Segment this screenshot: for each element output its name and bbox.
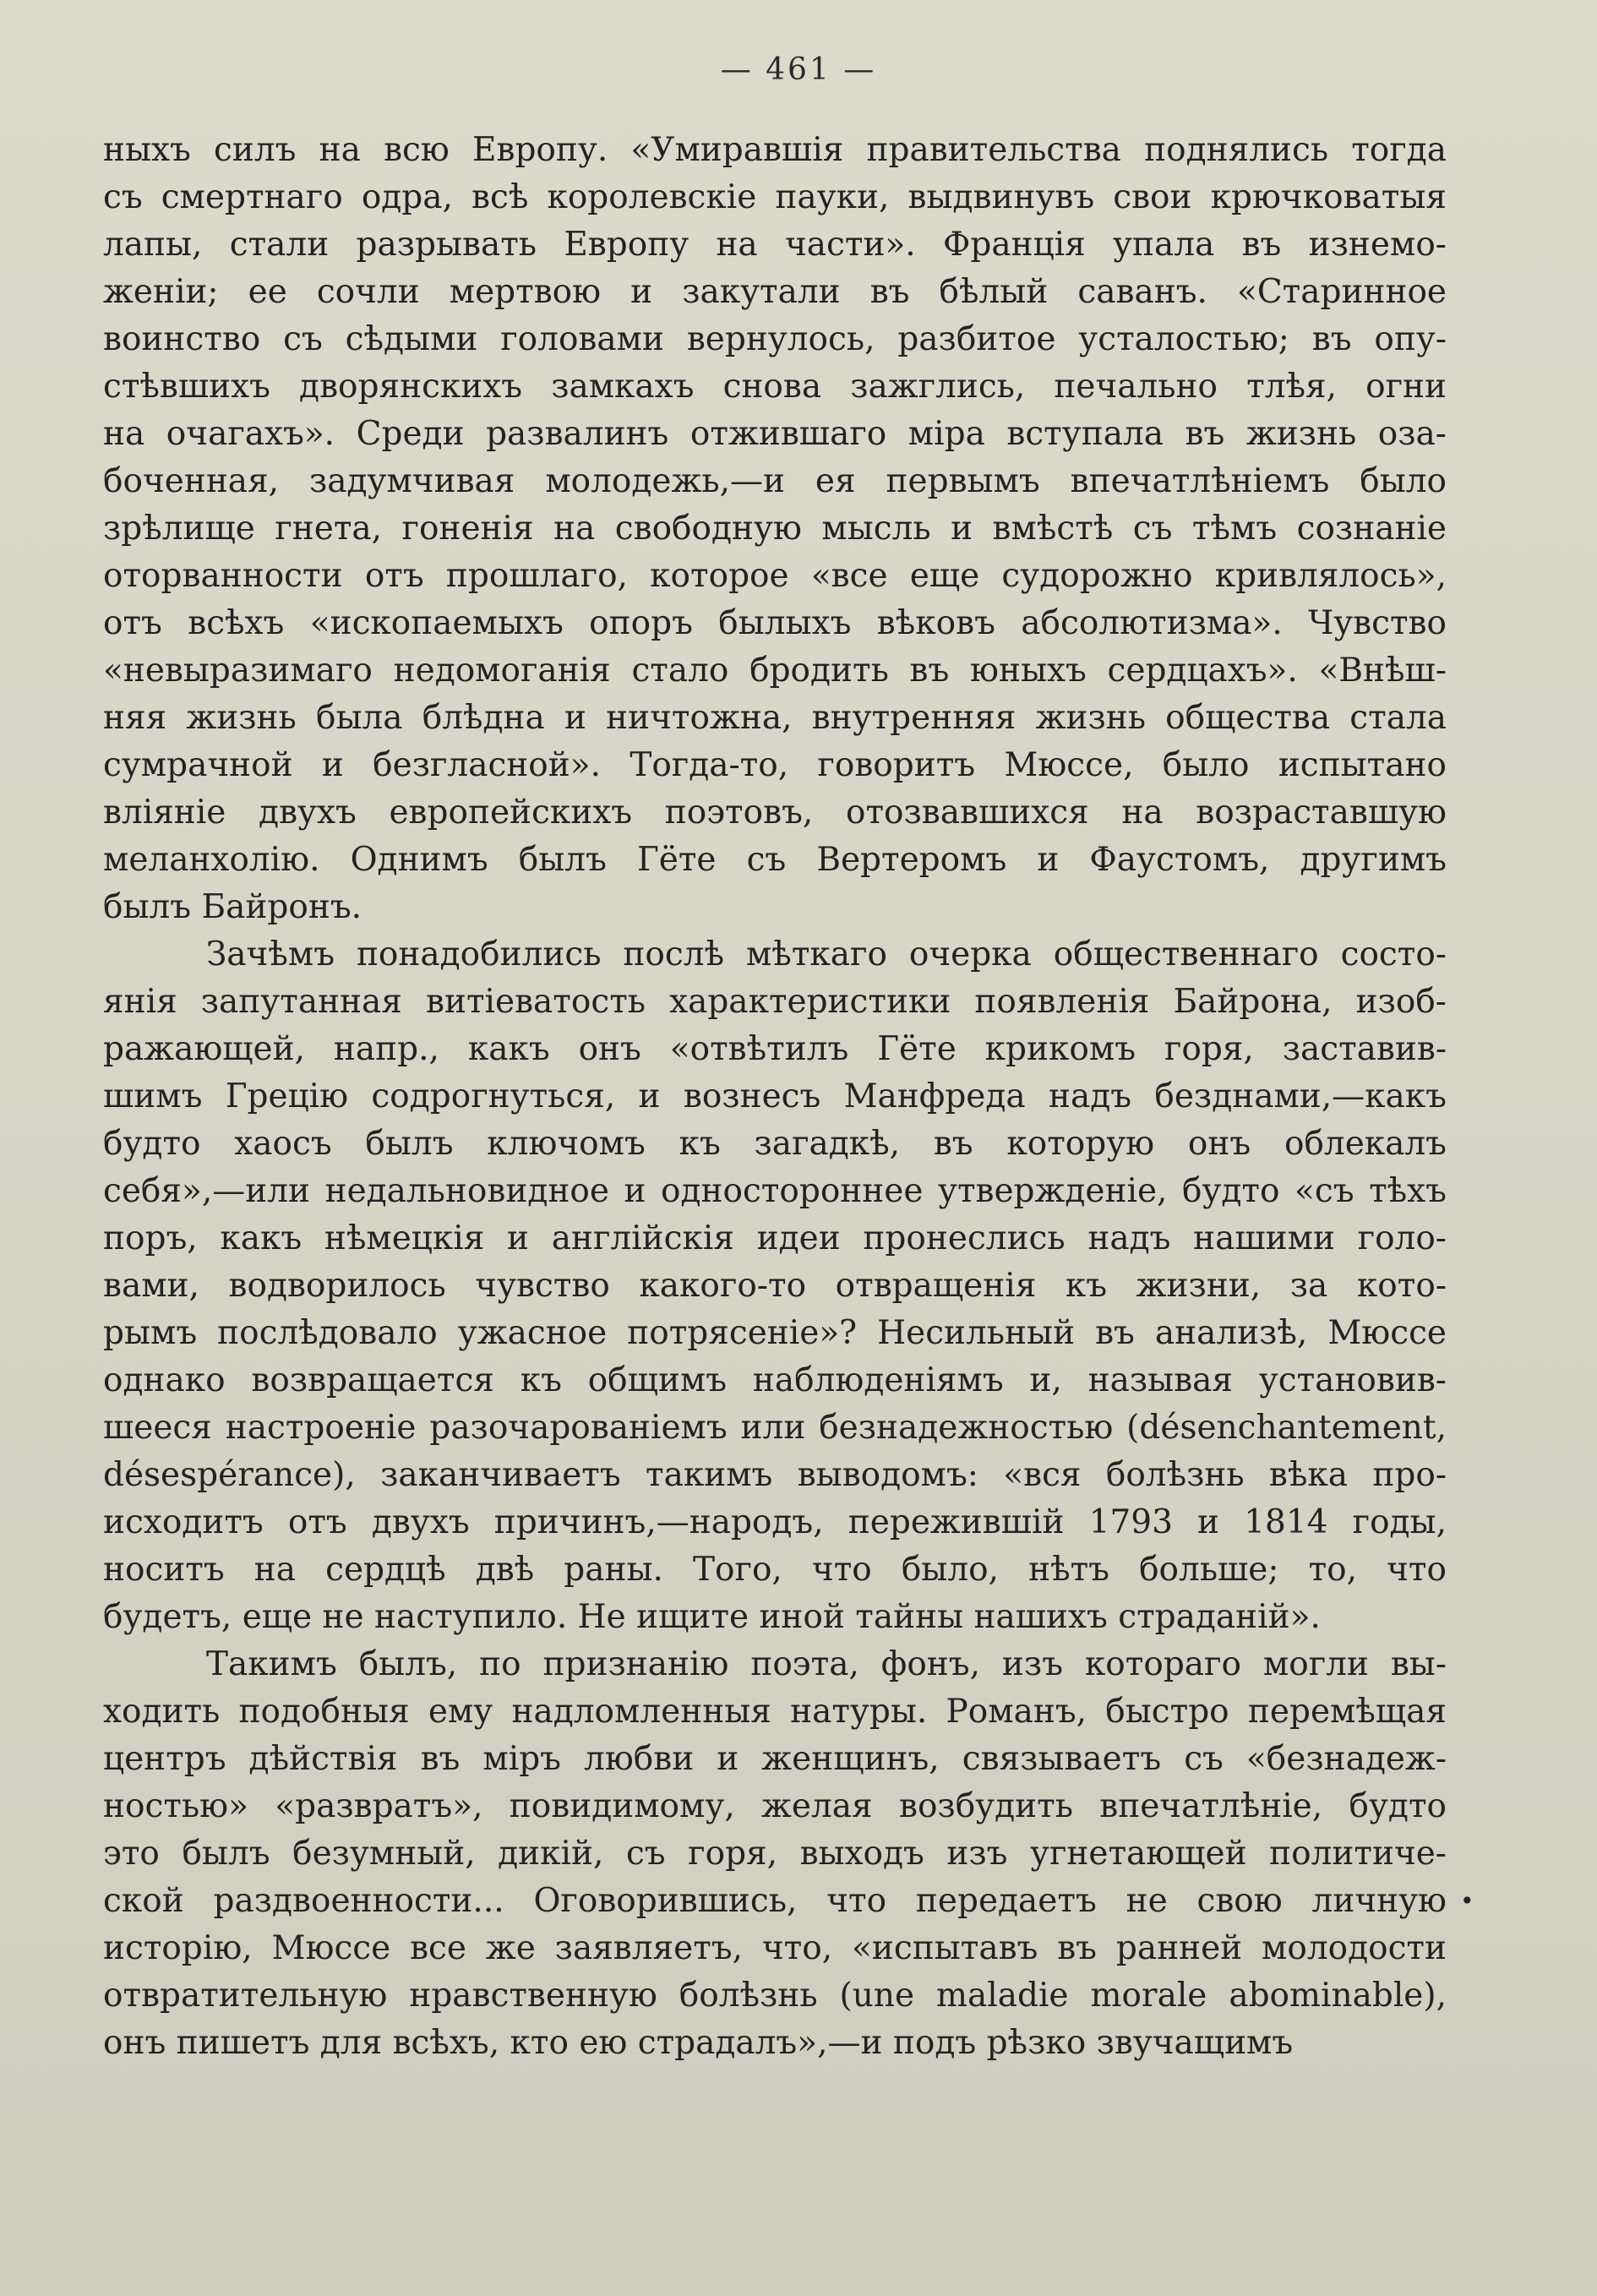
text-line: лапы, стали разрывать Европу на части». Франція упала въ изнемо- (103, 226, 1447, 264)
text-line: ражающей, напр., какъ онъ «отвѣтилъ Гёте крикомъ горя, заставив- (103, 1030, 1447, 1068)
text-line: женіи; ее сочли мертвою и закутали въ бѣлый саванъ. «Старинное (103, 273, 1447, 311)
paragraph (103, 127, 1447, 931)
text-line: однако возвращается къ общимъ наблюденіямъ и, называя установив- (103, 1361, 1447, 1399)
text-line: центръ дѣйствія въ міръ любви и женщинъ, связываетъ съ «безнадеж- (103, 1740, 1447, 1778)
text-line: стѣвшихъ дворянскихъ замкахъ снова зажглись, печально тлѣя, огни (103, 368, 1447, 406)
text-line: шимъ Грецію содрогнуться, и вознесъ Манфреда надъ безднами,—какъ (103, 1077, 1447, 1115)
text-line: вами, водворилось чувство какого-то отвращенія къ жизни, за кото- (103, 1267, 1447, 1305)
text-line: будетъ, еще не наступило. Не ищите иной тайны нашихъ страданій». (103, 1598, 1321, 1636)
text-line: янія запутанная витіеватость характеристики появленія Байрона, изоб- (103, 983, 1447, 1021)
text-line: боченная, задумчивая молодежь,—и ея первымъ впечатлѣніемъ было (103, 462, 1447, 500)
text-line: воинство съ сѣдыми головами вернулось, разбитое усталостью; въ опу- (103, 320, 1447, 358)
text-line: исторію, Мюссе все же заявляетъ, что, «испытавъ въ ранней молодости (103, 1929, 1447, 1967)
text-line: отъ всѣхъ «ископаемыхъ опоръ былыхъ вѣковъ абсолютизма». Чувство (103, 604, 1447, 642)
text-line: шееся настроеніе разочарованіемъ или безнадежностью (désenchantement, (103, 1409, 1447, 1447)
text-line: оторванности отъ прошлаго, которое «все еще судорожно кривлялось», (103, 557, 1447, 595)
margin-dot: • (1460, 1887, 1474, 1915)
text-line: ходить подобныя ему надломленныя натуры. Романъ, быстро перемѣщая (103, 1693, 1447, 1731)
text-line: будто хаосъ былъ ключомъ къ загадкѣ, въ которую онъ облекалъ (103, 1125, 1447, 1163)
body-text (103, 127, 1447, 2067)
text-line: себя»,—или недальновидное и одностороннее утвержденіе, будто «съ тѣхъ (103, 1172, 1447, 1210)
text-line: на очагахъ». Среди развалинъ отжившаго міра вступала въ жизнь оза- (103, 415, 1447, 453)
text-line: ской раздвоенности... Оговорившись, что передаетъ не свою личную (103, 1882, 1447, 1920)
text-line: былъ Байронъ. (103, 888, 362, 926)
text-line: меланхолію. Однимъ былъ Гёте съ Вертеромъ и Фаустомъ, другимъ (103, 841, 1447, 879)
text-line: вліяніе двухъ европейскихъ поэтовъ, отозвавшихся на возраставшую (103, 794, 1447, 832)
text-line: исходитъ отъ двухъ причинъ,—народъ, пережившій 1793 и 1814 годы, (103, 1503, 1447, 1541)
text-line: съ смертнаго одра, всѣ королевскіе пауки, выдвинувъ свои крючковатыя (103, 178, 1447, 216)
text-line: «невыразимаго недомоганія стало бродить въ юныхъ сердцахъ». «Внѣш- (103, 652, 1447, 690)
text-line: Такимъ былъ, по признанію поэта, фонъ, изъ котораго могли вы- (206, 1645, 1447, 1683)
paragraph (103, 1641, 1447, 2067)
text-line: это былъ безумный, дикій, съ горя, выходъ изъ угнетающей политиче- (103, 1835, 1447, 1873)
text-line: рымъ послѣдовало ужасное потрясеніе»? Несильный въ анализѣ, Мюссе (103, 1314, 1447, 1352)
text-line: поръ, какъ нѣмецкія и англійскія идеи пронеслись надъ нашими голо- (103, 1219, 1447, 1257)
text-line: отвратительную нравственную болѣзнь (une maladie morale abominable), (103, 1977, 1447, 2015)
text-line: зрѣлище гнета, гоненія на свободную мысль и вмѣстѣ съ тѣмъ сознаніе (103, 510, 1447, 548)
text-line: няя жизнь была блѣдна и ничтожна, внутренняя жизнь общества стала (103, 699, 1447, 737)
text-line: онъ пишетъ для всѣхъ, кто ею страдалъ»,—и подъ рѣзко звучащимъ (103, 2024, 1294, 2062)
text-line: носитъ на сердцѣ двѣ раны. Того, что было, нѣтъ больше; то, что (103, 1551, 1447, 1589)
text-line: ныхъ силъ на всю Европу. «Умиравшія правительства поднялись тогда (103, 131, 1447, 169)
paragraph (103, 931, 1447, 1641)
text-line: сумрачной и безгласной». Тогда-то, говоритъ Мюссе, было испытано (103, 746, 1447, 784)
page-number: — 461 — (720, 52, 877, 87)
text-line: désespérance), заканчиваетъ такимъ выводомъ: «вся болѣзнь вѣка про- (103, 1456, 1447, 1494)
text-line: ностью» «развратъ», повидимому, желая возбудить впечатлѣніе, будто (103, 1787, 1447, 1825)
text-line: Зачѣмъ понадобились послѣ мѣткаго очерка общественнаго состо- (206, 935, 1447, 973)
